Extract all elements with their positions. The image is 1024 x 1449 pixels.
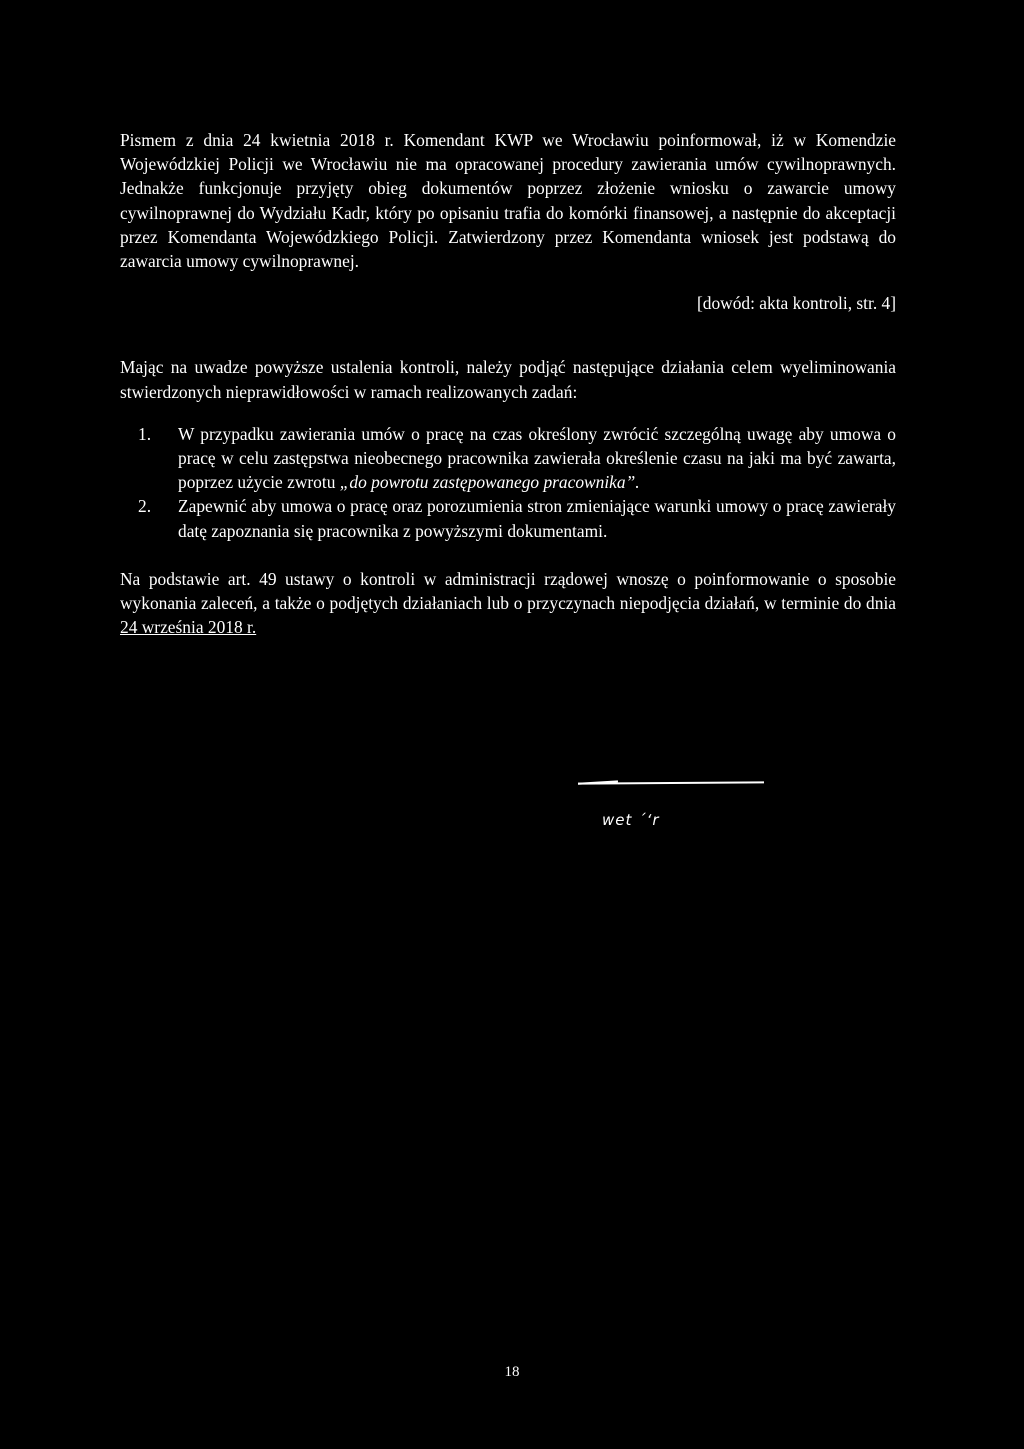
signature xyxy=(578,772,768,832)
page-number: 18 xyxy=(504,1364,520,1380)
document-page xyxy=(120,128,896,639)
signature-mark: wet ´‘r xyxy=(602,811,660,829)
request-text: Na podstawie art. 49 ustawy o kontroli w administracji rządowej wnoszę o poinformowanie o sposobie wykonania zaleceń, a także o podjętych działaniach lub o przyczynach niepodjęcia działań, w terminie do dnia xyxy=(120,568,896,614)
paragraph-request xyxy=(120,567,896,640)
evidence-reference: [dowód: akta kontroli, str. 4] xyxy=(697,293,896,314)
recommendations-list xyxy=(120,422,896,543)
recommendation-number: 2. xyxy=(138,496,152,517)
recommendation-number: 1. xyxy=(138,423,152,444)
deadline-date: 24 września 2018 r. xyxy=(120,617,257,638)
recommendation-text: Zapewnić aby umowa o pracę oraz porozumienia stron zmieniające warunki umowy o pracę zawierały datę zapoznania się pracownika z powyższymi dokumentami. xyxy=(178,496,896,541)
paragraph-recommendations-intro: Mając na uwadze powyższe ustalenia kontroli, należy podjąć następujące działania celem wyeliminowania stwierdzonych nieprawidłowości w ramach realizowanych zadań: xyxy=(120,357,896,402)
recommendation-quote: „do powrotu zastępowanego pracownika” xyxy=(339,472,636,493)
recommendation-item xyxy=(120,422,896,495)
recommendation-item xyxy=(120,494,896,542)
paragraph-procedure: Pismem z dnia 24 kwietnia 2018 r. Komendant KWP we Wrocławiu poinformował, iż w Komendzie Wojewódzkiej Policji we Wrocławiu nie ma opracowanej procedury zawierania umów cywilnoprawnych. Jednakże funkcjonuje przyjęty obieg dokumentów poprzez złożenie wniosku o zawarcie umowy cywilnoprawnej do Wydziału Kadr, który po opisaniu trafia do komórki finansowej, a następnie do akceptacji przez Komendanta Wojewódzkiego Policji. Zatwierdzony przez Komendanta wniosek jest podstawą do zawarcia umowy cywilnoprawnej. xyxy=(120,130,896,272)
recommendation-text: W przypadku zawierania umów o pracę na czas określony zwrócić szczególną uwagę aby umowa o pracę w celu zastępstwa nieobecnego pracownika zawierała określenie czasu na jaki ma być zawarta, poprzez użycie zwrotu xyxy=(178,423,896,493)
recommendation-end: . xyxy=(635,472,640,493)
signature-line xyxy=(578,781,764,784)
